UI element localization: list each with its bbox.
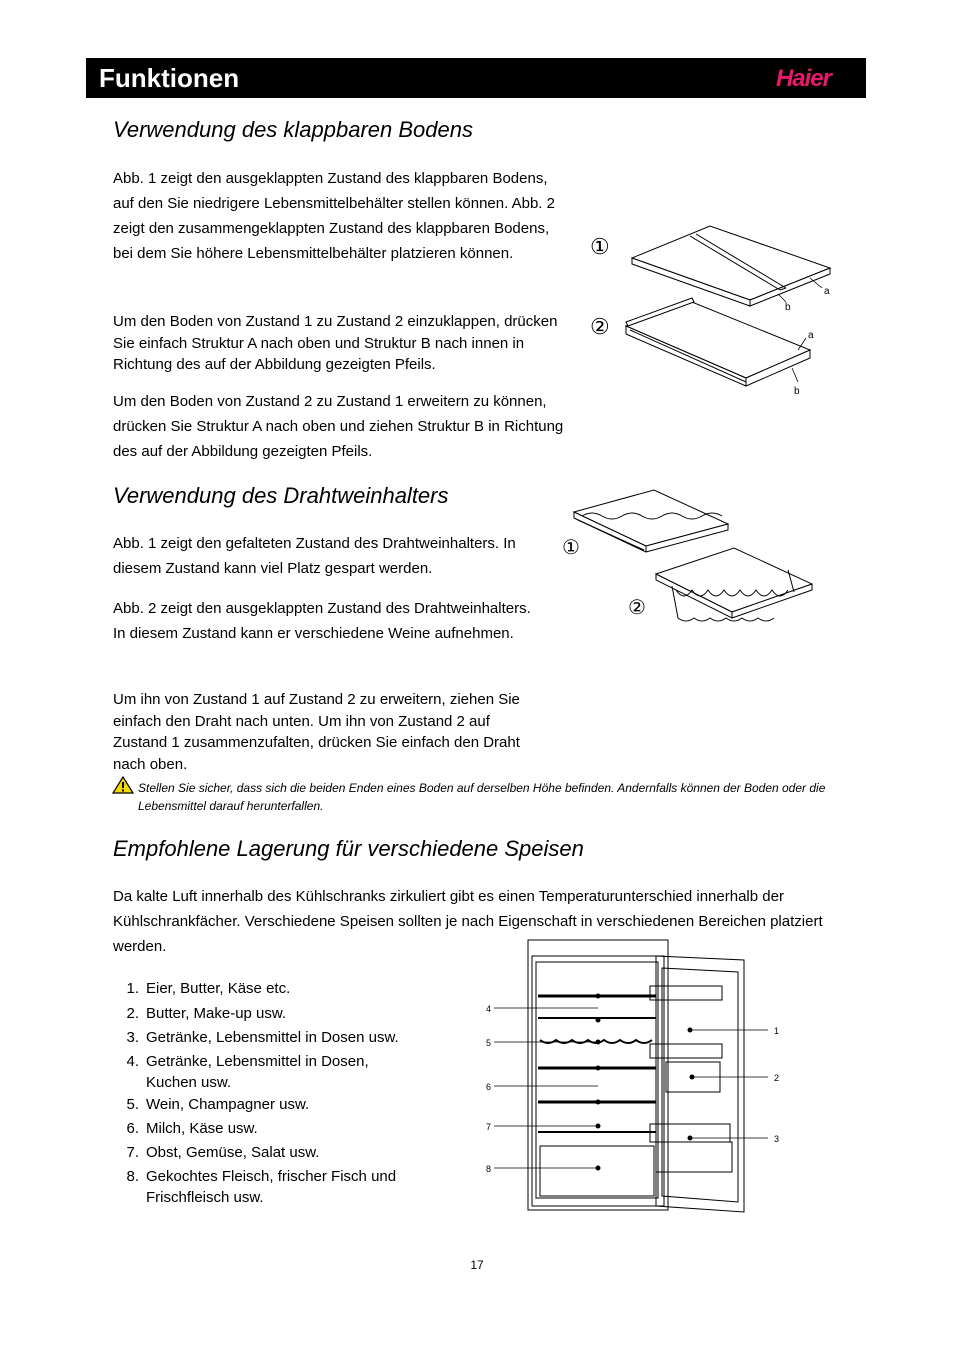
list-item: 6. Milch, Käse usw.: [126, 1120, 258, 1137]
figure-label-b-1: b: [785, 302, 791, 313]
folding-shelf-paragraph-2: Um den Boden von Zustand 1 zu Zustand 2 einzuklappen, drücken Sie einfach Struktur A nach oben und Struktur B nach innen in Richtung des auf der Abbildung gezeigten Pfeils.: [113, 313, 558, 373]
figure-label-6: 6: [486, 1082, 492, 1092]
page-title: Funktionen: [99, 63, 240, 93]
wine-rack-paragraph-1: Abb. 1 zeigt den gefalteten Zustand des Drahtweinhalters. In diesem Zustand kann viel Platz gespart werden.: [113, 535, 516, 577]
list-item: 8. Gekochtes Fleisch, frischer Fisch und Frischfleisch usw.: [126, 1168, 397, 1206]
haier-logo: Haier: [775, 65, 831, 92]
folding-shelf-figure: [580, 222, 850, 402]
figure-label-a-2: a: [808, 330, 814, 341]
wine-rack-figure: [558, 486, 818, 626]
figure-label-8: 8: [486, 1164, 492, 1174]
section-header-bar: [86, 58, 866, 98]
storage-zone-markers: [596, 994, 695, 1171]
list-item: 3. Getränke, Lebensmittel in Dosen usw.: [126, 1029, 399, 1046]
wine-figure-label-2: ②: [628, 597, 646, 619]
figure-label-4: 4: [486, 1004, 492, 1014]
food-storage-intro: Da kalte Luft innerhalb des Kühlschranks zirkuliert gibt es einen Temperaturunterschied innerhalb der Kühlschrankfächer. Verschiedene Speisen sollten je nach Eigenschaft in verschiedenen Bereichen platziert werden.: [113, 888, 823, 955]
folding-shelf-paragraph-1: Abb. 1 zeigt den ausgeklappten Zustand des klappbaren Bodens, auf den Sie niedrigere Lebensmittelbehälter stellen können. Abb. 2 zeigt den zusammengeklappten Zustand des klappbaren Bodens, bei dem Sie höhere Lebensmittelbehälter platzieren können.: [113, 170, 555, 262]
figure-label-5: 5: [486, 1038, 492, 1048]
wine-figure-label-1: ①: [562, 537, 580, 559]
fridge-storage-figure: [480, 936, 790, 1216]
folding-shelf-paragraph-3: Um den Boden von Zustand 2 zu Zustand 1 erweitern zu können, drücken Sie Struktur A nach oben und ziehen Struktur B in Richtung des auf der Abbildung gezeigten Pfeils.: [113, 393, 564, 460]
section-heading-food-storage: Empfohlene Lagerung für verschiedene Speisen: [113, 836, 584, 861]
warning-text: Stellen Sie sicher, dass sich die beiden Enden eines Boden auf derselben Höhe befinden. Andernfalls können der Boden oder die Lebensmittel darauf herunterfallen.: [138, 781, 826, 813]
shelf-unfolded-illustration: [632, 226, 830, 306]
list-item: 4. Getränke, Lebensmittel in Dosen, Kuchen usw.: [126, 1053, 369, 1091]
figure-label-state-1: ①: [590, 234, 610, 259]
section-heading-wine-rack: Verwendung des Drahtweinhalters: [113, 483, 449, 508]
list-item: 7. Obst, Gemüse, Salat usw.: [126, 1144, 320, 1161]
wine-rack-paragraph-2: Abb. 2 zeigt den ausgeklappten Zustand des Drahtweinhalters. In diesem Zustand kann er verschiedene Weine aufnehmen.: [113, 600, 531, 642]
wine-rack-folded-illustration: [574, 490, 728, 552]
list-item: 5. Wein, Champagner usw.: [126, 1096, 310, 1113]
figure-label-state-2: ②: [590, 314, 610, 339]
fridge-illustration: [528, 940, 744, 1212]
section-heading-folding-shelf: Verwendung des klappbaren Bodens: [113, 117, 474, 142]
wine-rack-paragraph-3: Um ihn von Zustand 1 auf Zustand 2 zu erweitern, ziehen Sie einfach den Draht nach unten. Um ihn von Zustand 2 auf Zustand 1 zusammenzufalten, drücken Sie einfach den Draht nach oben.: [113, 691, 520, 773]
wine-rack-unfolded-illustration: [656, 548, 812, 621]
figure-label-a-1: a: [824, 286, 830, 297]
shelf-folded-illustration: [626, 298, 810, 386]
warning-icon: [112, 776, 134, 794]
figure-label-3: 3: [774, 1134, 780, 1144]
figure-label-b-2: b: [794, 386, 800, 397]
figure-label-1: 1: [774, 1026, 780, 1036]
list-item: 1. Eier, Butter, Käse etc.: [126, 980, 291, 997]
page-number: 17: [470, 1258, 484, 1272]
list-item: 2. Butter, Make-up usw.: [126, 1005, 287, 1022]
figure-label-7: 7: [486, 1122, 492, 1132]
figure-label-2: 2: [774, 1073, 780, 1083]
food-storage-list: [113, 978, 453, 1218]
